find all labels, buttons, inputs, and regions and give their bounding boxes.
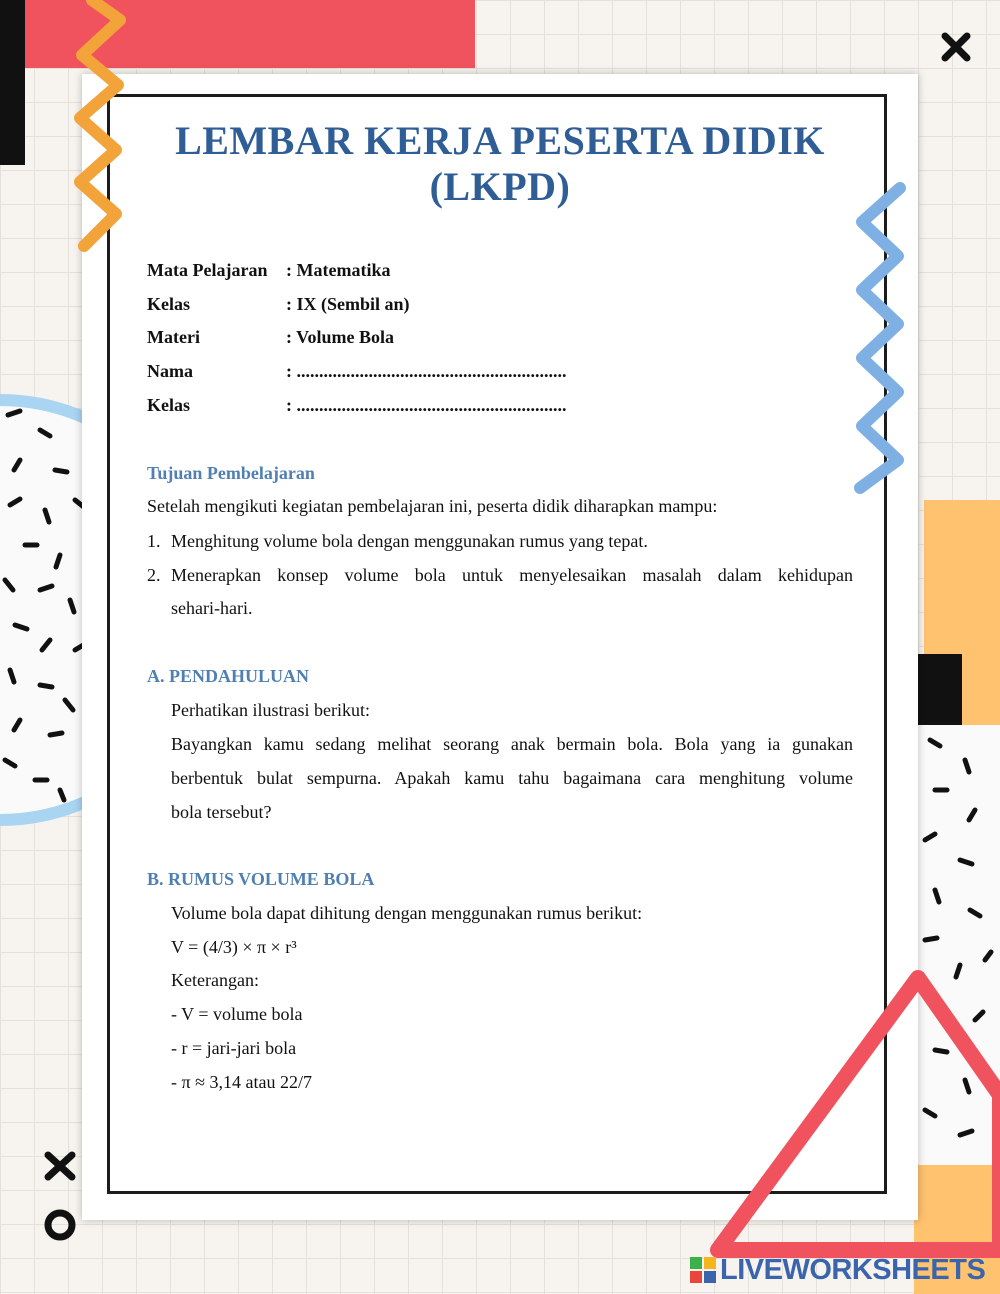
page-title-subtitle: (LKPD) xyxy=(429,164,571,209)
meta-label-class: Kelas xyxy=(147,294,190,314)
meta-label-class-2: Kelas xyxy=(147,395,190,415)
objective-item-1: Menghitung volume bola dengan menggunakan rumus yang tepat. xyxy=(171,531,648,551)
liveworksheets-watermark[interactable] xyxy=(690,1250,985,1290)
section-a-text-line: berbentuk bulat sempurna. Apakah kamu tahu bagaimana cara menghitung volume xyxy=(171,768,853,788)
meta-value-material: : Volume Bola xyxy=(286,327,395,347)
watermark-text: LIVEWORKSHEETS xyxy=(720,1253,986,1286)
objectives-intro: Setelah mengikuti kegiatan pembelajaran ini, peserta didik diharapkan mampu: xyxy=(147,496,718,516)
meta-label-subject: Mata Pelajaran xyxy=(147,260,268,280)
page-title: LEMBAR KERJA PESERTA DIDIK xyxy=(175,118,825,163)
section-a-heading: A. PENDAHULUAN xyxy=(147,666,309,686)
name-field[interactable]: : ............................................................ xyxy=(286,361,567,381)
volume-formula: V = (4/3) × π × r³ xyxy=(171,937,297,957)
legend-item: - r = jari-jari bola xyxy=(171,1038,297,1058)
objective-item-2: Menerapkan konsep volume bola untuk menyelesaikan masalah dalam kehidupan xyxy=(171,565,853,585)
section-a-text-line: Bayangkan kamu sedang melihat seorang anak bermain bola. Bola yang ia gunakan xyxy=(171,734,853,754)
section-a-text-line: bola tersebut? xyxy=(171,802,272,822)
liveworksheets-logo-icon xyxy=(690,1257,716,1283)
objective-number: 1. xyxy=(147,531,161,551)
blue-zigzag-shape xyxy=(860,188,900,488)
legend-label: Keterangan: xyxy=(171,970,259,990)
learning-objectives-heading: Tujuan Pembelajaran xyxy=(147,463,315,483)
meta-label-name: Nama xyxy=(147,361,193,381)
legend-item: - V = volume bola xyxy=(171,1004,303,1024)
objective-item-2-cont: sehari-hari. xyxy=(171,598,253,618)
formula-intro: Volume bola dapat dihitung dengan menggunakan rumus berikut: xyxy=(171,903,643,923)
legend-item: - π ≈ 3,14 atau 22/7 xyxy=(171,1072,312,1092)
meta-value-subject: : Matematika xyxy=(286,260,391,280)
class-field[interactable]: : ............................................................ xyxy=(286,395,567,415)
section-b-heading: B. RUMUS VOLUME BOLA xyxy=(147,869,375,889)
section-a-intro: Perhatikan ilustrasi berikut: xyxy=(171,700,370,720)
red-triangle-shape xyxy=(718,978,1000,1250)
meta-label-material: Materi xyxy=(147,327,200,347)
objective-number: 2. xyxy=(147,565,161,585)
meta-value-class: : IX (Sembil an) xyxy=(286,294,410,314)
